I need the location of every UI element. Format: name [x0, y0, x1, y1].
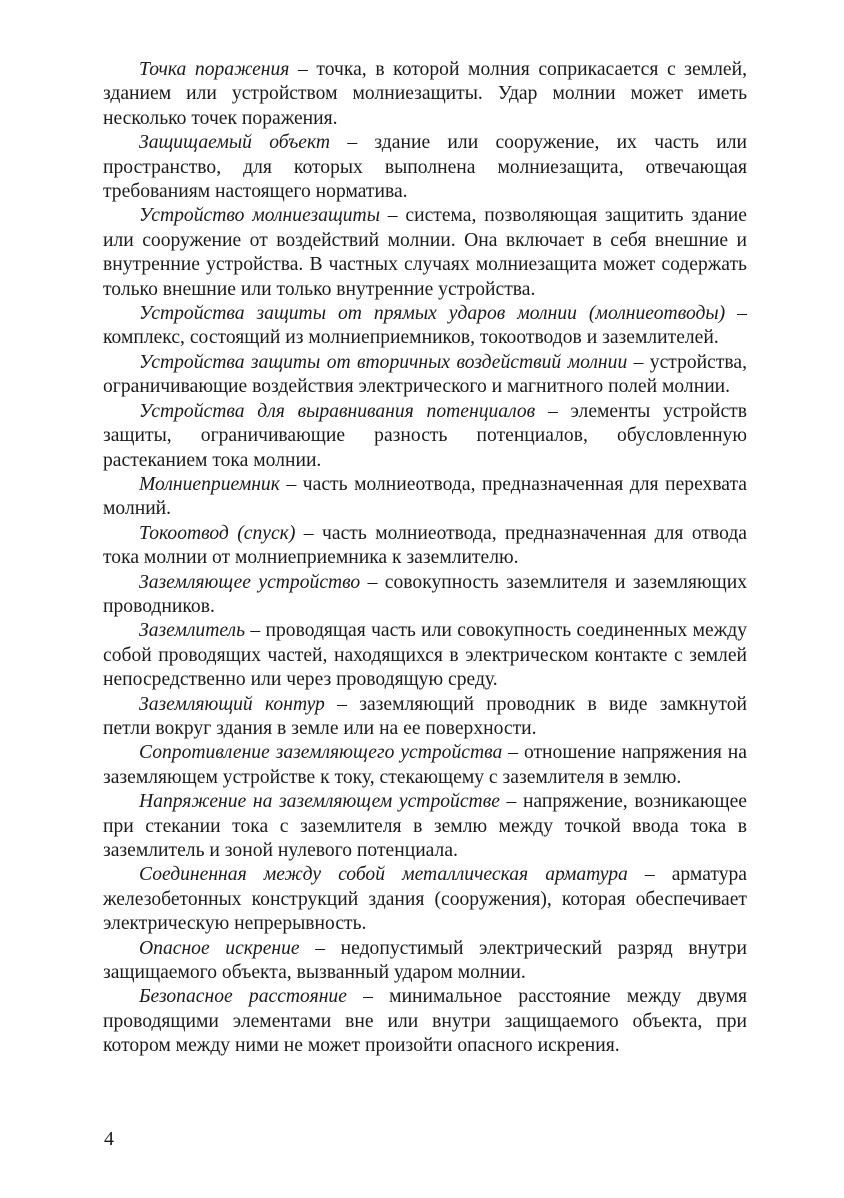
definition-paragraph — [103, 571, 747, 620]
definition-text: – система, позволяющая защитить здание или сооружение от воздействий молнии. Она включает в себя внешние и внутренние устройства. В частных случаях молниезащита может содержать только внешние или только внутренние устройства. — [103, 205, 747, 300]
definition-text: – часть молниеотвода, предназначенная для перехвата молний. — [103, 473, 747, 520]
definition-text: – проводящая часть или совокупность соединенных между собой проводящих частей, находящихся в электрическом контакте с землей непосредственно или через проводящую среду. — [103, 620, 747, 691]
definition-paragraph — [103, 937, 747, 986]
definition-paragraph — [103, 131, 747, 204]
definition-term: Устройство молниезащиты — [139, 205, 380, 227]
definition-text: – здание или сооружение, их часть или пространство, для которых выполнена молниезащита, отвечающая требованиям настоящего норматива. — [103, 132, 747, 203]
definition-text: – минимальное расстояние между двумя проводящими элементами вне или внутри защищаемого объекта, при котором между ними не может произойти опасного искрения. — [103, 986, 747, 1057]
definition-text: – отношение напряжения на заземляющем устройстве к току, стекающему с заземлителя в землю. — [103, 742, 747, 788]
definition-paragraph — [103, 302, 747, 351]
definition-term: Заземляющий контур — [139, 693, 325, 715]
definition-term: Безопасное расстояние — [139, 986, 347, 1008]
definition-term: Устройства защиты от прямых ударов молнии (молниеотводы) — [139, 303, 726, 325]
definition-term: Заземляющее устройство — [139, 571, 361, 593]
definition-paragraph — [103, 790, 747, 863]
definition-text: – элементы устройств защиты, ограничивающие разность потенциалов, обусловленную растеканием тока молнии. — [103, 400, 747, 471]
definition-paragraph — [103, 351, 747, 400]
definition-term: Устройства защиты от вторичных воздействий молнии — [139, 351, 628, 373]
definition-term: Опасное искрение — [139, 937, 300, 959]
definition-term: Устройства для выравнивания потенциалов — [139, 400, 536, 422]
definition-paragraph — [103, 741, 747, 790]
definition-term: Молниеприемник — [139, 473, 280, 495]
definition-paragraph — [103, 863, 747, 936]
definition-paragraph — [103, 58, 747, 131]
definition-paragraph — [103, 619, 747, 692]
definition-text: – заземляющий проводник в виде замкнутой петли вокруг здания в земле или на ее поверхности. — [103, 693, 747, 739]
definition-paragraph — [103, 522, 747, 571]
definition-text: – недопустимый электрический разряд внутри защищаемого объекта, вызванный ударом молнии. — [103, 937, 747, 984]
definition-paragraph — [103, 473, 747, 522]
page-body — [103, 58, 747, 1059]
definition-term: Заземлитель — [139, 620, 246, 642]
definition-text: – точка, в которой молния соприкасается с землей, зданием или устройством молниезащиты. Удар молнии может иметь несколько точек поражения. — [103, 59, 747, 129]
definition-text: – устройства, ограничивающие воздействия электрического и магнитного полей молнии. — [103, 351, 747, 398]
definition-term: Точка поражения — [139, 59, 290, 80]
definition-text: – совокупность заземлителя и заземляющих проводников. — [103, 571, 747, 617]
definition-term: Защищаемый объект — [139, 132, 331, 154]
definition-paragraph — [103, 985, 747, 1058]
page-number: 4 — [104, 1128, 114, 1150]
definition-text: – напряжение, возникающее при стекании тока с заземлителя в землю между точкой ввода тока в заземлитель и зоной нулевого потенциала. — [103, 791, 747, 861]
definition-term: Соединенная между собой металлическая арматура — [139, 864, 628, 886]
definition-term: Сопротивление заземляющего устройства — [139, 742, 503, 764]
definition-paragraph — [103, 204, 747, 302]
definition-term: Напряжение на заземляющем устройстве — [139, 791, 500, 813]
definition-text: – комплекс, состоящий из молниеприемников, токоотводов и заземлителей. — [103, 303, 747, 349]
definition-text: – часть молниеотвода, предназначенная для отвода тока молнии от молниеприемника к заземлителю. — [103, 522, 747, 569]
definition-term: Токоотвод (спуск) — [139, 522, 296, 544]
definition-paragraph — [103, 693, 747, 742]
definition-text: – арматура железобетонных конструкций здания (сооружения), которая обеспечивает электрическую непрерывность. — [103, 864, 747, 935]
definition-paragraph — [103, 400, 747, 473]
